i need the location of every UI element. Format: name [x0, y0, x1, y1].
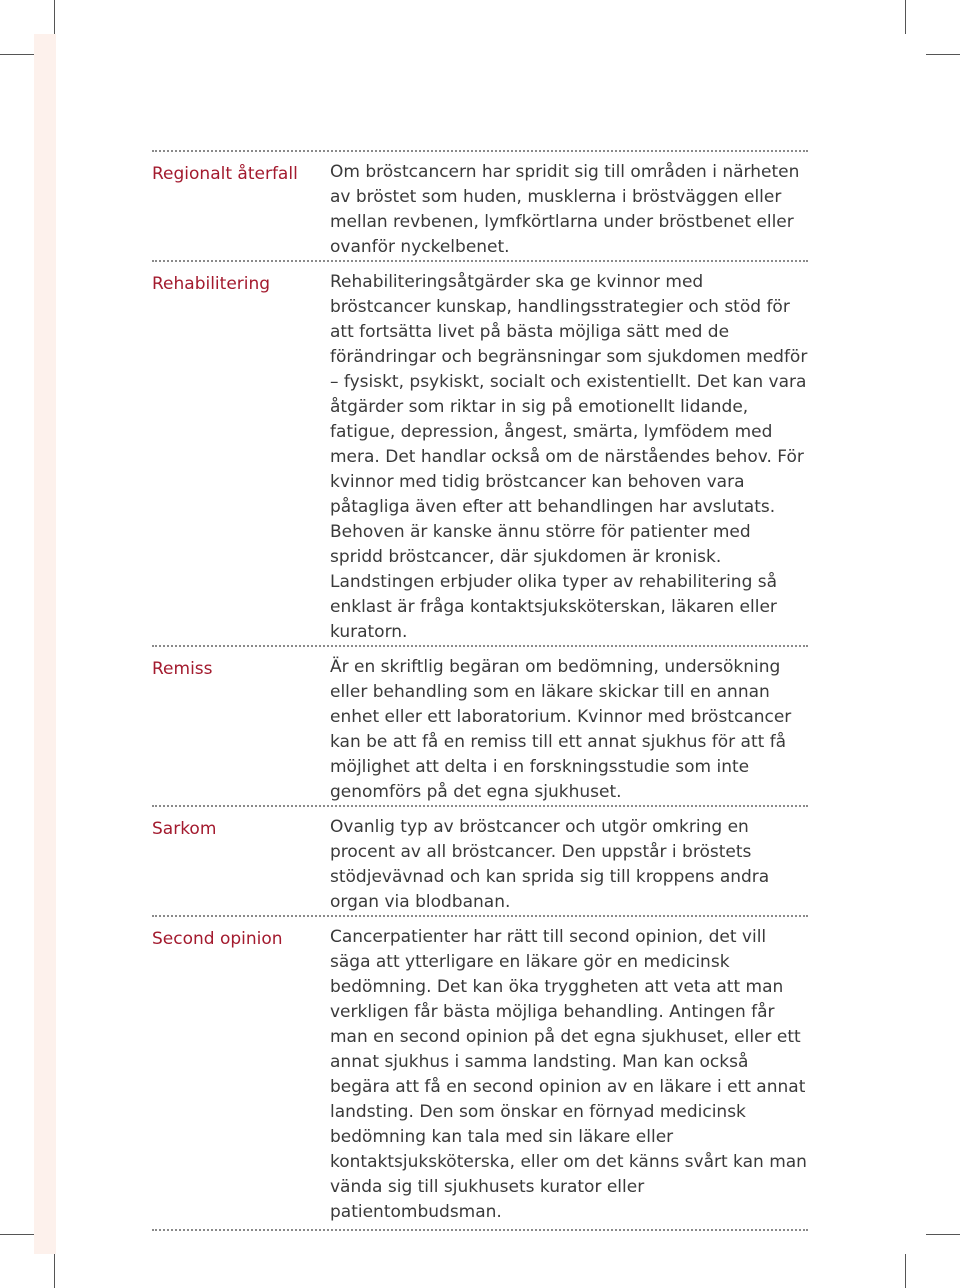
glossary-term: Second opinion [152, 929, 283, 949]
crop-mark-top-left [54, 0, 55, 34]
glossary-entry-regionalt-aterfall [152, 150, 808, 260]
crop-mark-right-bottom [926, 1234, 960, 1235]
crop-mark-bottom-right [905, 1254, 906, 1288]
glossary-term: Rehabilitering [152, 274, 271, 294]
glossary-definition: Om bröstcancern har spridit sig till områden i närheten av bröstet som huden, musklerna i bröstväggen eller mellan revbenen, lymfkörtlarna under bröstbenet eller ovanför nyckelbenet. [330, 162, 800, 257]
crop-mark-bottom-left [54, 1254, 55, 1288]
glossary-definition: Är en skriftlig begäran om bedömning, undersökning eller behandling som en läkare skickar till en annan enhet eller ett laboratorium. Kvinnor med bröstcancer kan be att få en remiss till ett annat sjukhus för att få möjlighet att delta i en forskningsstudie som inte genomförs på det egna sjukhuset. [330, 657, 792, 802]
glossary-term: Remiss [152, 659, 213, 679]
glossary-entry-remiss [152, 645, 808, 805]
glossary-definition: Rehabiliteringsåtgärder ska ge kvinnor med bröstcancer kunskap, handlingsstrategier och stöd för att fortsätta livet på bästa möjliga sätt med de förändringar och begränsningar som sjukdomen medför – fysiskt, psykiskt, socialt och existentiellt. Det kan vara åtgärder som riktar in sig på emotionellt lidande, fatigue, depression, ångest, smärta, lymfödem med mera. Det handlar också om de närståendes behov. För kvinnor med tidig bröstcancer kan behoven vara påtagliga även efter att behandlingen har avslutats. Behoven är kanske ännu större för patienter med spridd bröstcancer, där sjukdomen är kronisk. Landstingen erbjuder olika typer av rehabilitering så enklast är fråga kontaktsjuksköterskan, läkaren eller kuratorn. [330, 272, 808, 642]
crop-mark-top-right [905, 0, 906, 34]
crop-mark-right-top [926, 54, 960, 55]
glossary-list [152, 150, 808, 1231]
glossary-definition: Cancerpatienter har rätt till second opinion, det vill säga att ytterligare en läkare gör en medicinsk bedömning. Det kan öka tryggheten att veta att man verkligen får bästa möjliga behandling. Antingen får man en second opinion på det egna sjukhuset, eller ett annat sjukhus i samma landsting. Man kan också begära att få en second opinion av en läkare i ett annat landsting. Den som önskar en förnyad medicinsk bedömning kan tala med sin läkare eller kontaktsjuksköterska, eller om det känns svårt kan man vända sig till sjukhusets kurator eller patientombudsman. [330, 927, 807, 1222]
glossary-term: Sarkom [152, 819, 217, 839]
glossary-entry-rehabilitering [152, 260, 808, 645]
side-color-strip [34, 34, 56, 1254]
glossary-entry-second-opinion [152, 915, 808, 1225]
glossary-entry-sarkom [152, 805, 808, 915]
crop-mark-left-bottom [0, 1234, 34, 1235]
closing-divider [152, 1229, 808, 1231]
glossary-definition: Ovanlig typ av bröstcancer och utgör omkring en procent av all bröstcancer. Den uppstår i bröstets stödjevävnad och kan sprida sig till kroppens andra organ via blodbanan. [330, 817, 770, 912]
glossary-term: Regionalt återfall [152, 164, 298, 184]
crop-mark-left-top [0, 54, 34, 55]
